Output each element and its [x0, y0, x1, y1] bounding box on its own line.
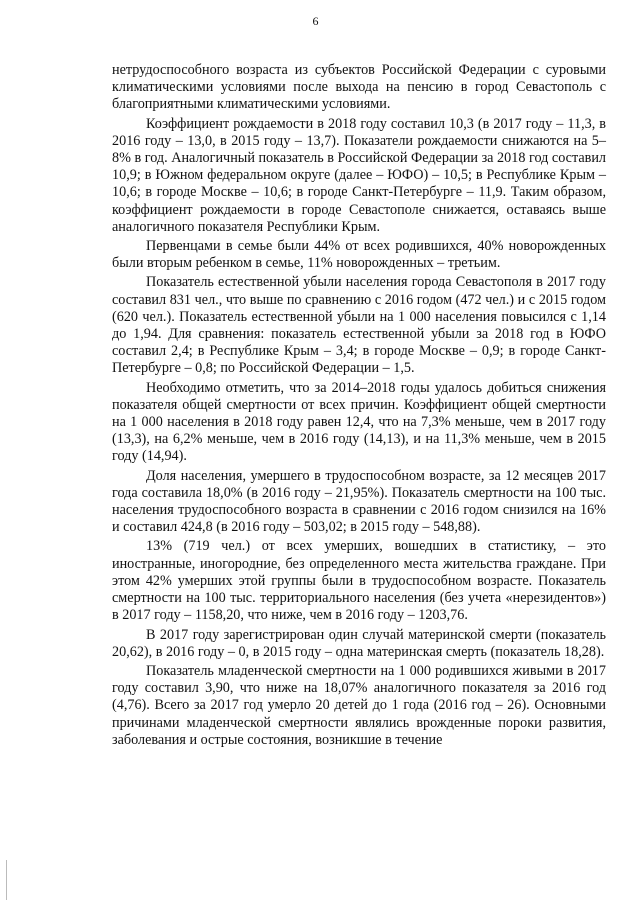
page-number: 6 — [312, 14, 319, 28]
paragraph-maternal-death: В 2017 году зарегистрирован один случай материнской смерти (показатель 20,62), в 2016 году – 0, в 2015 году – одна материнская смерть (показатель 18,28). — [112, 626, 606, 660]
paragraph-nonresidents: 13% (719 чел.) от всех умерших, вошедших в статистику, – это иностранные, иногородние, без определенного места жительства граждане. При этом 42% умерших этой группы были в трудоспособном возрасте. Показатель смертности на 100 тыс. территориального населения (без учета «нерезидентов») в 2017 году – 1158,20, что ниже, чем в 2016 году – 1203,76. — [112, 538, 606, 624]
paragraph-infant-mortality: Показатель младенческой смертности на 1 000 родившихся живыми в 2017 году составил 3,90, что ниже на 18,07% аналогичного показателя за 2016 год (4,76). Всего за 2017 год умерло 20 детей до 1 года (2016 год – 26). Основными причинами младенческой смертности являлись врожденные пороки развития, заболевания и острые состояния, возникшие в течение — [112, 662, 606, 748]
scan-edge-mark — [6, 860, 7, 900]
paragraph-natural-decline: Показатель естественной убыли населения города Севастополя в 2017 году составил 831 чел., что выше по сравнению с 2016 годом (472 чел.) и с 2015 годом (620 чел.). Показатель естественной убыли на 1 000 населения повысился с 1,14 до 1,94. Для сравнения: показатель естественной убыли за 2018 год в ЮФО составил 2,4; в Республике Крым – 3,4; в городе Москве – 0,9; в городе Санкт-Петербурге – 0,8; по Российской Федерации – 1,5. — [112, 274, 606, 377]
paragraph-birth-rate: Коэффициент рождаемости в 2018 году составил 10,3 (в 2017 году – 11,3, в 2016 году – 13,0, в 2015 году – 13,7). Показатели рождаемости снижаются на 5–8% в год. Аналогичный показатель в Российской Федерации за 2018 год составил 10,9; в Южном федеральном округе (далее – ЮФО) – 10,5; в Республике Крым – 10,6; в городе Москве – 10,6; в городе Санкт-Петербурге – 11,9. Таким образом, коэффициент рождаемости в городе Севастополе снижается, оставаясь выше аналогичного показателя Республики Крым. — [112, 115, 606, 235]
paragraph-mortality: Необходимо отметить, что за 2014–2018 годы удалось добиться снижения показателя общей смертности от всех причин. Коэффициент общей смертности на 1 000 населения в 2018 году равен 12,4, что на 7,3% меньше, чем в 2017 году (13,3), на 6,2% меньше, чем в 2016 году (14,13), и на 11,3% меньше, чем в 2015 году (14,94). — [112, 379, 606, 465]
document-body — [112, 62, 606, 751]
paragraph-firstborn: Первенцами в семье были 44% от всех родившихся, 40% новорожденных были вторым ребенком в семье, 11% новорожденных – третьим. — [112, 238, 606, 272]
paragraph-continuation: нетрудоспособного возраста из субъектов Российской Федерации с суровыми климатическими условиями после выхода на пенсию в город Севастополь с благоприятными климатическими условиями. — [112, 62, 606, 113]
paragraph-working-age-mortality: Доля населения, умершего в трудоспособном возрасте, за 12 месяцев 2017 года составила 18,0% (в 2016 году – 21,95%). Показатель смертности на 100 тыс. населения трудоспособного возраста в сравнении с 2016 годом снизился на 16% и составил 424,8 (в 2016 году – 503,02; в 2015 году – 548,88). — [112, 467, 606, 536]
